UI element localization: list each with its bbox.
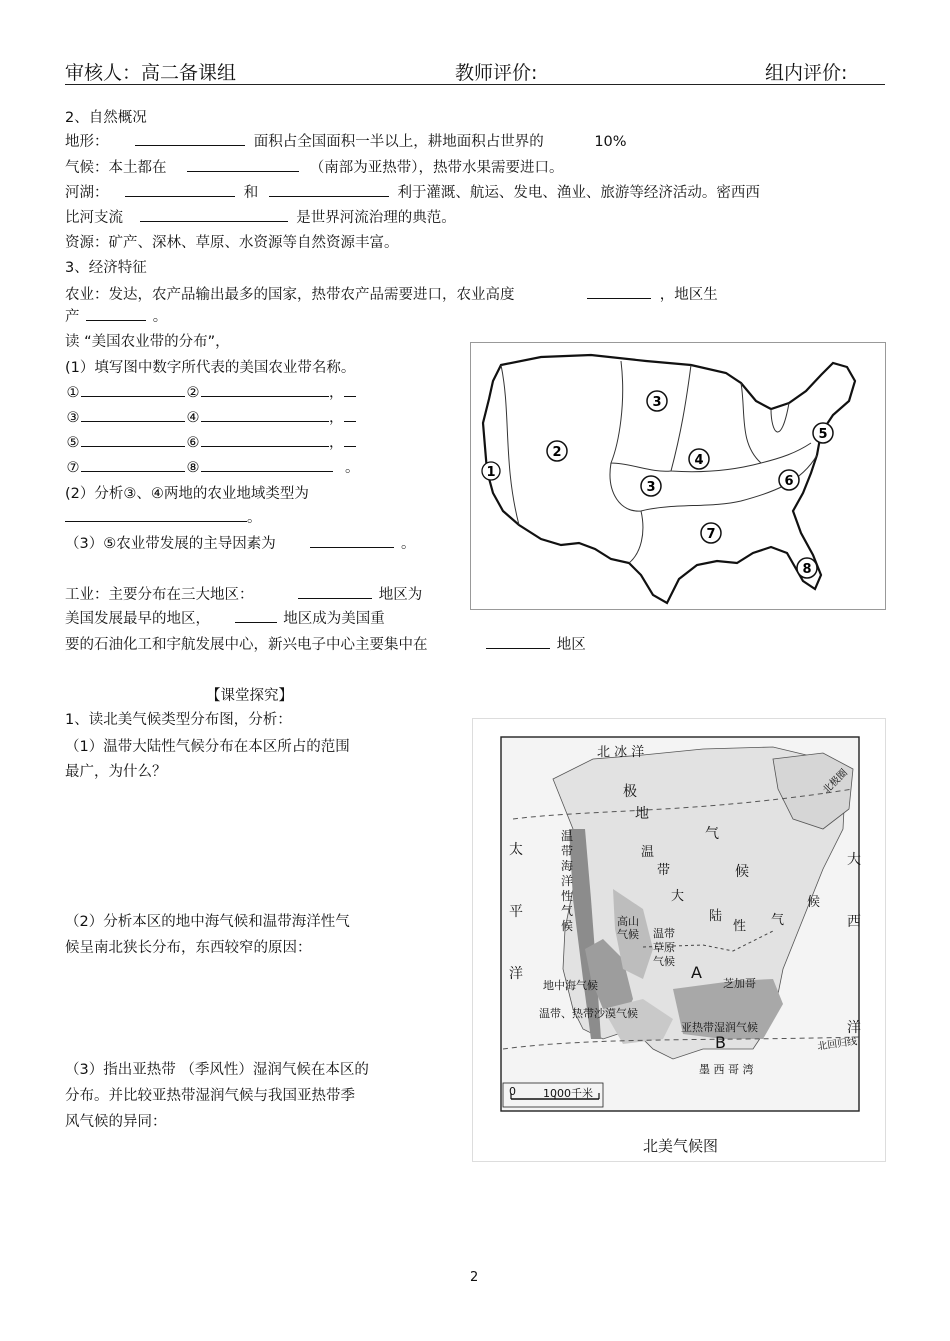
atlantic-char-2: 西 xyxy=(847,914,861,930)
agri-line2-prefix: 产 xyxy=(65,309,80,325)
period: 。 xyxy=(345,460,360,476)
industry-blank-2[interactable] xyxy=(235,608,277,623)
industry-line-2 xyxy=(65,607,385,628)
circled-1: ① xyxy=(66,385,80,401)
polar-char-4: 候 xyxy=(735,864,749,880)
reviewer-label: 审核人：高二备课组 xyxy=(65,62,237,84)
inquiry-q2-line1: （2）分析本区的地中海气候和温带海洋性气 xyxy=(65,914,350,930)
continental-char-6: 气 xyxy=(771,913,785,928)
circled-6: ⑥ xyxy=(186,435,200,451)
belt-label-5 xyxy=(813,423,833,443)
pacific-char-2: 平 xyxy=(509,904,523,920)
inquiry-q3-line3: 风气候的异同： xyxy=(65,1114,167,1130)
industry-line-1 xyxy=(65,583,422,604)
atlantic-char-3: 洋 xyxy=(847,1020,861,1036)
q2-line: (2）分析③、④两地的农业地域类型为 xyxy=(65,486,309,502)
rivers-prefix: 河湖： xyxy=(65,185,109,201)
rivers-line2 xyxy=(65,206,456,227)
q3-blank[interactable] xyxy=(310,533,394,548)
point-b: B xyxy=(715,1033,726,1052)
resources-line: 资源：矿产、深林、草原、水资源等自然资源丰富。 xyxy=(65,235,399,251)
read-map-line: 读 “美国农业带的分布”， xyxy=(65,334,230,350)
inquiry-title: 【课堂探究】 xyxy=(206,688,293,704)
q3-line xyxy=(65,532,415,553)
section3-title: 3、经济特征 xyxy=(65,260,147,276)
circled-8: ⑧ xyxy=(186,460,200,476)
industry-line2-tail: 地区成为美国重 xyxy=(283,611,385,627)
rivers-text: 利于灌溉、航运、发电、渔业、旅游等经济活动。密西西 xyxy=(397,185,760,201)
belt-blank-6[interactable] xyxy=(201,432,329,447)
agri-line2 xyxy=(65,305,167,326)
section2-title: 2、自然概况 xyxy=(65,110,147,126)
terrain-blank[interactable] xyxy=(135,131,245,146)
pacific-char-3: 洋 xyxy=(509,966,523,982)
chicago-label: 芝加哥 xyxy=(723,977,756,990)
svg-text:1: 1 xyxy=(486,465,496,480)
rivers-line xyxy=(65,181,760,202)
continental-char-1: 温 xyxy=(641,845,655,860)
industry-line3-tail: 地区 xyxy=(556,637,586,653)
belt-label-3 xyxy=(647,391,667,411)
maritime-label: 温带海洋性气候 xyxy=(561,829,574,933)
comma: ， xyxy=(329,385,344,401)
belt-blank-3[interactable] xyxy=(81,407,185,422)
inquiry-q3-line1: （3）指出亚热带 （季风性）湿润气候在本区的 xyxy=(65,1062,369,1078)
climate-line xyxy=(65,156,563,177)
belt-blank-7[interactable] xyxy=(81,457,185,472)
industry-line1-prefix: 工业：主要分布在三大地区： xyxy=(65,587,254,603)
rivers-line2-text: 是世界河流治理的典范。 xyxy=(296,210,456,226)
q2-answer-line xyxy=(65,506,262,527)
terrain-text: 面积占全国面积一半以上，耕地面积占世界的 xyxy=(253,134,544,150)
mediterranean-label: 地中海气候 xyxy=(543,979,598,992)
climate-prefix: 气候：本土都在 xyxy=(65,160,167,176)
belt-label-6 xyxy=(779,470,799,490)
industry-blank-3[interactable] xyxy=(486,634,550,649)
rivers-blank-1[interactable] xyxy=(125,182,235,197)
rivers-blank-2[interactable] xyxy=(269,182,389,197)
circled-5: ⑤ xyxy=(66,435,80,451)
map-caption: 北美气候图 xyxy=(643,1137,719,1155)
blank-tail xyxy=(344,432,356,447)
na-climate-figure xyxy=(472,718,886,1162)
belt-label-7 xyxy=(701,523,721,543)
point-a: A xyxy=(691,963,702,982)
rivers-blank-3[interactable] xyxy=(140,207,288,222)
scale-zero: 0 xyxy=(509,1085,516,1098)
subtropical-label: 亚热带湿润气候 xyxy=(681,1021,758,1034)
belt-blank-1[interactable] xyxy=(81,382,185,397)
terrain-line xyxy=(65,130,627,151)
polar-char-2: 地 xyxy=(635,806,649,822)
circled-4: ④ xyxy=(186,410,200,426)
industry-line-3 xyxy=(65,633,586,654)
blank-tail xyxy=(344,382,356,397)
agri-tail: ，地区生 xyxy=(659,287,718,303)
q2-tail: 。 xyxy=(247,510,262,526)
svg-text:8: 8 xyxy=(802,562,812,577)
circled-7: ⑦ xyxy=(66,460,80,476)
industry-line2-prefix: 美国发展最早的地区， xyxy=(65,611,210,627)
agri-line2-tail: 。 xyxy=(152,309,168,325)
belt-blank-4[interactable] xyxy=(201,407,329,422)
agri-blank-2[interactable] xyxy=(86,306,146,321)
belt-blank-2[interactable] xyxy=(201,382,329,397)
circled-2: ② xyxy=(186,385,200,401)
belt-blank-5[interactable] xyxy=(81,432,185,447)
inquiry-intro: 1、读北美气候类型分布图，分析： xyxy=(65,712,292,728)
belt-label-1 xyxy=(482,462,500,480)
belt-label-2 xyxy=(547,441,567,461)
belt-row-1 xyxy=(65,381,356,402)
us-agri-map xyxy=(470,342,886,610)
agri-blank-1[interactable] xyxy=(587,284,651,299)
gulf-label: 墨 西 哥 湾 xyxy=(699,1063,754,1076)
us-agri-map-svg xyxy=(471,343,885,609)
inquiry-q3-line2: 分布。并比较亚热带湿润气候与我国亚热带季 xyxy=(65,1088,355,1104)
teacher-eval-label: 教师评价: xyxy=(455,62,538,84)
belt-boundary xyxy=(611,361,671,471)
inquiry-q2-line2: 候呈南北狭长分布，东西较窄的原因： xyxy=(65,940,312,956)
inquiry-q1-line2: 最广，为什么？ xyxy=(65,764,167,780)
q3-text: （3）⑤农业带发展的主导因素为 xyxy=(65,536,276,552)
climate-blank[interactable] xyxy=(187,157,299,172)
comma: ， xyxy=(329,410,344,426)
agri-line xyxy=(65,283,718,304)
belt-label-4 xyxy=(689,449,709,469)
inquiry-q1-line1: （1）温带大陆性气候分布在本区所占的范围 xyxy=(65,739,350,755)
continental-char-7: 候 xyxy=(807,895,821,910)
svg-text:4: 4 xyxy=(694,453,704,468)
svg-text:7: 7 xyxy=(706,527,716,542)
belt-row-4 xyxy=(65,456,360,477)
atlantic-char-1: 大 xyxy=(847,852,861,868)
terrain-pct: 10% xyxy=(594,134,627,150)
group-eval-label: 组内评价: xyxy=(765,62,848,84)
svg-text:2: 2 xyxy=(552,445,562,460)
belt-label-8 xyxy=(797,558,817,578)
q3-tail: 。 xyxy=(400,536,416,552)
header-rule xyxy=(65,84,885,85)
blank-tail xyxy=(344,407,356,422)
continental-char-3: 大 xyxy=(671,889,685,904)
svg-text:6: 6 xyxy=(784,474,794,489)
arctic-ocean-label: 北 冰 洋 xyxy=(597,745,645,760)
rivers-line2-prefix: 比河支流 xyxy=(65,210,123,226)
highland-label: 高山 气候 xyxy=(617,915,639,941)
belt-boundary xyxy=(629,511,643,563)
svg-text:3: 3 xyxy=(646,480,656,495)
belt-label-3b xyxy=(641,476,661,496)
continental-char-5: 性 xyxy=(733,919,747,934)
scale-label: 1000千米 xyxy=(543,1087,593,1100)
industry-line3-prefix: 要的石油化工和宇航发展中心，新兴电子中心主要集中在 xyxy=(65,637,428,653)
belt-row-2 xyxy=(65,406,356,427)
pacific-char-1: 太 xyxy=(509,842,523,858)
industry-blank-1[interactable] xyxy=(298,584,372,599)
page-number: 2 xyxy=(470,1270,479,1285)
continental-char-4: 陆 xyxy=(709,909,723,924)
polar-char-1: 极 xyxy=(623,784,637,800)
circled-3: ③ xyxy=(66,410,80,426)
comma: ， xyxy=(329,435,344,451)
polar-char-3: 气 xyxy=(705,826,719,842)
desert-label: 温带、热带沙漠气候 xyxy=(539,1007,638,1020)
terrain-prefix: 地形： xyxy=(65,134,109,150)
tropic-label: 北回归线 xyxy=(816,1036,858,1053)
svg-text:5: 5 xyxy=(818,427,828,442)
continental-char-2: 带 xyxy=(657,863,671,878)
arctic-circle-label: 北极圈 xyxy=(820,767,850,797)
belt-row-3 xyxy=(65,431,356,452)
industry-line1-tail: 地区为 xyxy=(378,587,423,603)
grassland-label: 温带 草原 气候 xyxy=(653,927,675,968)
svg-text:3: 3 xyxy=(652,395,662,410)
climate-text: （南部为亚热带），热带水果需要进口。 xyxy=(309,160,564,176)
rivers-and: 和 xyxy=(243,185,259,201)
belt-boundary xyxy=(501,365,519,525)
q2-blank[interactable] xyxy=(65,507,247,522)
belt-blank-8[interactable] xyxy=(201,457,333,472)
agri-text: 农业：发达，农产品输出最多的国家，热带农产品需要进口，农业高度 xyxy=(65,287,515,303)
q1-line: (1）填写图中数字所代表的美国农业带名称。 xyxy=(65,360,356,376)
